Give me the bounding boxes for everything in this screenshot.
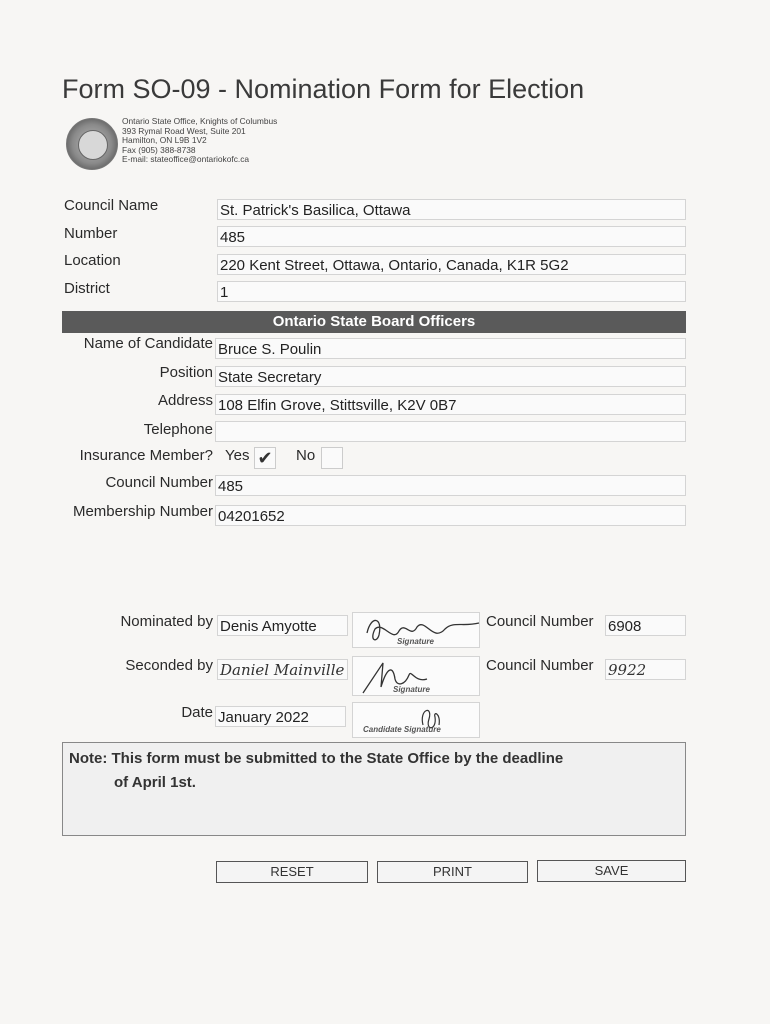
candidate-name-label: Name of Candidate [83, 335, 213, 352]
note-line: Note: This form must be submitted to the State Office by the deadline [69, 750, 564, 767]
form-title: Form SO-09 - Nomination Form for Election [62, 74, 585, 104]
council-number-field[interactable]: 485 [217, 226, 686, 247]
insurance-member-label: Insurance Member? [79, 447, 213, 464]
council-name-field[interactable]: St. Patrick's Basilica, Ottawa [217, 199, 686, 220]
candidate-signature-box[interactable] [352, 702, 480, 738]
no-label: No [296, 447, 316, 464]
nominated-council-number-label: Council Number [486, 613, 594, 630]
address-line: E-mail: stateoffice@ontariokofc.ca [122, 154, 250, 165]
reset-button[interactable]: RESET [216, 861, 368, 883]
membership-number-field[interactable]: 04201652 [215, 505, 686, 526]
district-field[interactable]: 1 [217, 281, 686, 302]
seconded-council-number-field[interactable]: 9922 [605, 659, 686, 680]
save-button[interactable]: SAVE [537, 860, 686, 882]
address-line: Fax (905) 388-8738 [122, 144, 196, 155]
address-label: Address [157, 392, 213, 409]
date-label: Date [181, 704, 213, 721]
officers-banner: Ontario State Board Officers [62, 311, 686, 333]
date-field[interactable]: January 2022 [215, 706, 346, 727]
office-address [122, 117, 277, 165]
position-field[interactable]: State Secretary [215, 366, 686, 387]
print-button[interactable]: PRINT [377, 861, 528, 883]
council-number-label: Number [64, 225, 118, 242]
council-name-label: Council Name [64, 197, 159, 214]
seconded-council-number-label: Council Number [486, 657, 594, 674]
signature-caption: Signature [393, 685, 430, 694]
candidate-council-number-label: Council Number [105, 474, 213, 491]
signature-caption: Candidate Signature [363, 725, 441, 734]
nominated-signature-box[interactable] [352, 612, 480, 648]
note-line: of April 1st. [114, 774, 196, 791]
location-field[interactable]: 220 Kent Street, Ottawa, Ontario, Canada, K1R 5G2 [217, 254, 686, 275]
telephone-label: Telephone [143, 421, 213, 438]
membership-number-label: Membership Number [72, 503, 213, 520]
address-field[interactable]: 108 Elfin Grove, Stittsville, K2V 0B7 [215, 394, 686, 415]
signature-caption: Signature [397, 637, 434, 646]
location-label: Location [64, 252, 121, 269]
address-line: Hamilton, ON L9B 1V2 [122, 135, 207, 146]
knights-of-columbus-seal-icon [66, 118, 118, 170]
address-line: Ontario State Office, Knights of Columbus [122, 116, 278, 126]
seconded-signature-box[interactable] [352, 656, 480, 696]
seconded-by-label: Seconded by [125, 657, 213, 674]
seconded-by-field[interactable]: Daniel Mainville [217, 659, 348, 680]
deadline-note [62, 742, 686, 836]
no-checkbox[interactable] [321, 447, 343, 469]
position-label: Position [159, 364, 213, 381]
yes-checkbox[interactable]: ✔ [254, 447, 276, 469]
yes-label: Yes [225, 447, 250, 464]
nominated-by-label: Nominated by [120, 613, 213, 630]
candidate-name-field[interactable]: Bruce S. Poulin [215, 338, 686, 359]
address-line: 393 Rymal Road West, Suite 201 [122, 125, 246, 136]
district-label: District [64, 280, 110, 297]
nominated-council-number-field[interactable]: 6908 [605, 615, 686, 636]
nominated-by-field[interactable]: Denis Amyotte [217, 615, 348, 636]
telephone-field[interactable] [215, 421, 686, 442]
candidate-council-number-field[interactable]: 485 [215, 475, 686, 496]
